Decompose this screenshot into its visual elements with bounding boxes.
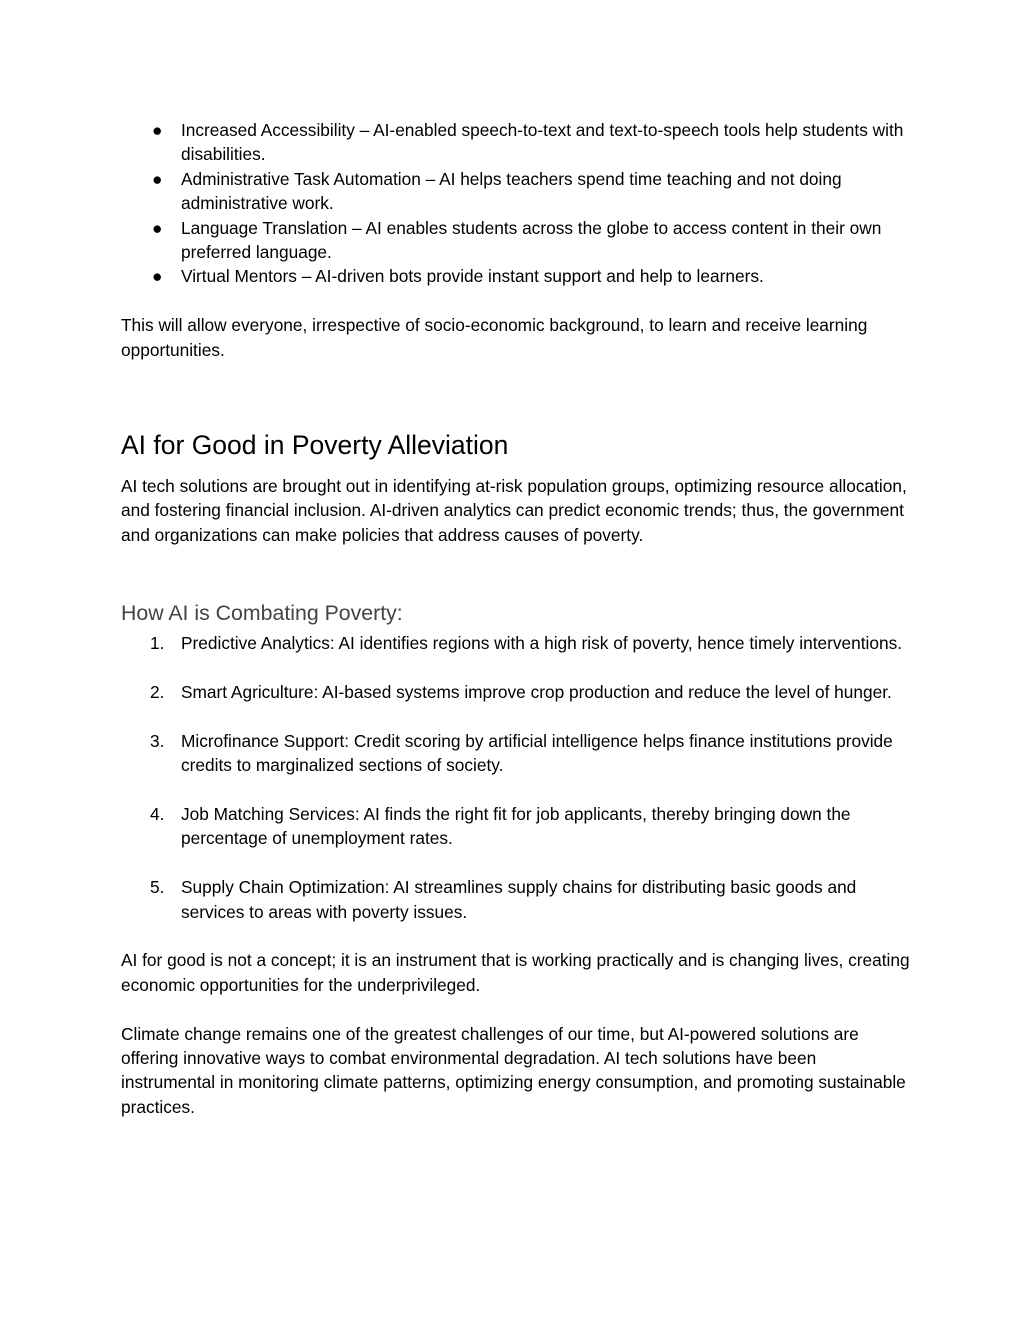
bullet-item — [121, 264, 911, 288]
bullet-icon: ● — [152, 266, 163, 287]
item-text: Predictive Analytics: AI identifies regions with a high risk of poverty, hence timely interventions. — [181, 633, 903, 654]
item-text: Microfinance Support: Credit scoring by artificial intelligence helps finance institutions provide credits to marginalized sections of society. — [181, 730, 893, 776]
numbered-item — [121, 802, 911, 851]
climate-paragraph: Climate change remains one of the greatest challenges of our time, but AI-powered solutions are offering innovative ways to combat environmental degradation. AI tech solutions have been instrumental in monitoring climate patterns, optimizing energy consumption, and promoting sustainable practices. — [121, 1023, 906, 1117]
poverty-paragraph: AI tech solutions are brought out in identifying at-risk population groups, optimizing resource allocation, and fostering financial inclusion. AI-driven analytics can predict economic trends; thus, the government and organizations can make policies that address causes of poverty. — [121, 476, 907, 545]
bullet-text: Increased Accessibility – AI-enabled speech-to-text and text-to-speech tools help students with disabilities. — [181, 120, 904, 165]
item-number: 4. — [150, 804, 165, 825]
numbered-item — [121, 875, 911, 924]
item-number: 2. — [150, 682, 165, 703]
bullet-text: Language Translation – AI enables students across the globe to access content in their own preferred language. — [181, 217, 882, 263]
bullet-text: Virtual Mentors – AI-driven bots provide instant support and help to learners. — [181, 266, 764, 287]
item-text: Smart Agriculture: AI-based systems improve crop production and reduce the level of hunger. — [181, 682, 892, 703]
bullet-item — [121, 118, 911, 167]
item-text: Supply Chain Optimization: AI streamlines supply chains for distributing basic goods and services to areas with poverty issues. — [181, 877, 857, 922]
bullet-icon: ● — [152, 217, 163, 238]
section-subheading: How AI is Combating Poverty: — [121, 601, 403, 626]
accessibility-paragraph: This will allow everyone, irrespective of socio-economic background, to learn and receive learning opportunities. — [121, 315, 868, 360]
item-text: Job Matching Services: AI finds the right fit for job applicants, thereby bringing down the percentage of unemployment rates. — [181, 804, 851, 849]
numbered-item — [121, 631, 911, 655]
bullet-icon: ● — [152, 120, 163, 140]
numbered-item — [121, 729, 911, 778]
concept-paragraph: AI for good is not a concept; it is an instrument that is working practically and is changing lives, creating economic opportunities for the underprivileged. — [121, 950, 910, 995]
bullet-item — [121, 216, 911, 265]
bullet-item — [121, 167, 911, 216]
section-heading: AI for Good in Poverty Alleviation — [121, 430, 509, 461]
document-page — [121, 118, 911, 1119]
bullet-text: Administrative Task Automation – AI helps teachers spend time teaching and not doing administrative work. — [181, 168, 842, 214]
combat-numbered-list — [121, 631, 911, 924]
numbered-item — [121, 680, 911, 704]
item-number: 3. — [150, 730, 165, 751]
item-number: 5. — [150, 877, 165, 898]
item-number: 1. — [150, 633, 165, 654]
bullet-icon: ● — [152, 168, 163, 189]
accessibility-bullet-list — [121, 118, 911, 289]
